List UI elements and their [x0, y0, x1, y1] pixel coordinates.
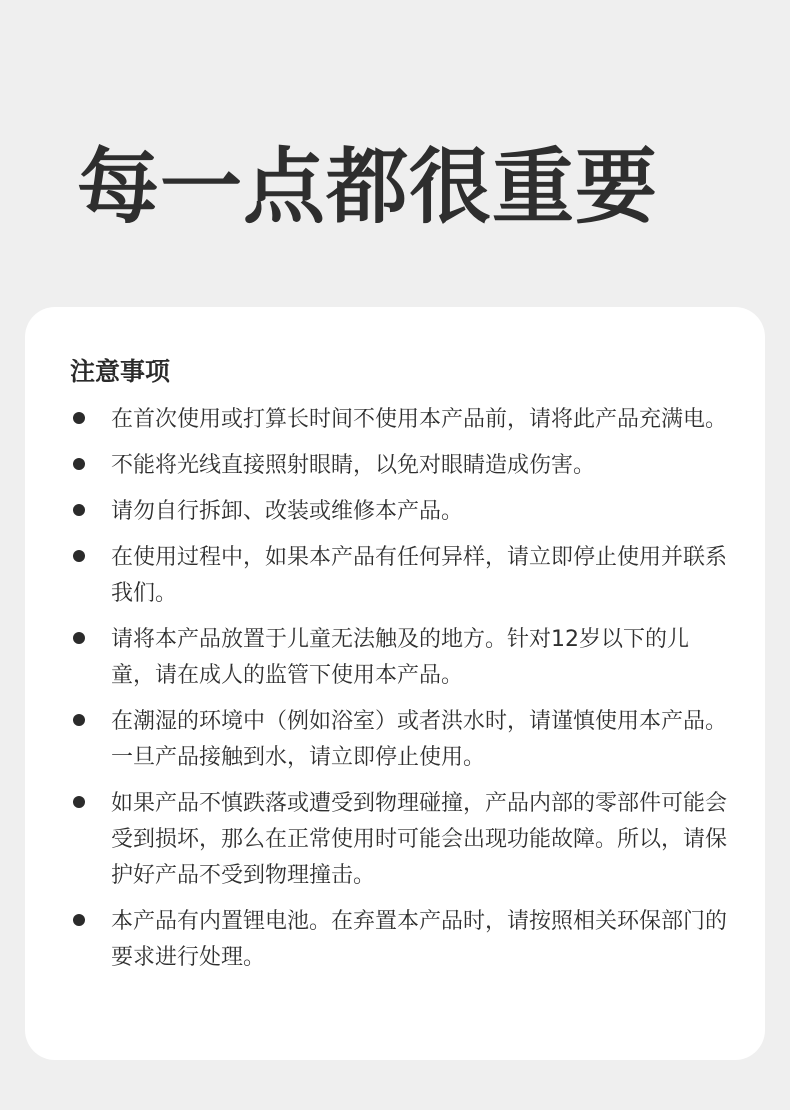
- bullet-icon: [73, 796, 85, 808]
- list-item-text: 请将本产品放置于儿童无法触及的地方。针对12岁以下的儿童，请在成人的监管下使用本产品。: [111, 627, 689, 688]
- list-item-text: 在使用过程中，如果本产品有任何异样，请立即停止使用并联系我们。: [111, 545, 728, 606]
- list-item: [25, 448, 765, 484]
- list-item-text: 不能将光线直接照射眼睛，以免对眼睛造成伤害。: [111, 453, 596, 478]
- bullet-icon: [73, 412, 85, 424]
- list-item-text: 在潮湿的环境中（例如浴室）或者洪水时，请谨慎使用本产品。一旦产品接触到水，请立即停止使用。: [111, 709, 728, 770]
- list-item-text: 本产品有内置锂电池。在弃置本产品时，请按照相关环保部门的要求进行处理。: [111, 909, 728, 970]
- bullet-icon: [73, 504, 85, 516]
- bullet-icon: [73, 632, 85, 644]
- list-item: [25, 402, 765, 438]
- list-item-text: 如果产品不慎跌落或遭受到物理碰撞，产品内部的零部件可能会受到损坏，那么在正常使用时可能会出现功能故障。所以，请保护好产品不受到物理撞击。: [111, 791, 728, 888]
- list-item: [25, 704, 765, 776]
- list-item: [25, 622, 765, 694]
- precautions-list: [25, 402, 765, 986]
- list-item-text: 在首次使用或打算长时间不使用本产品前，请将此产品充满电。: [111, 407, 728, 432]
- bullet-icon: [73, 714, 85, 726]
- list-item: [25, 540, 765, 612]
- list-item-text: 请勿自行拆卸、改装或维修本产品。: [111, 499, 464, 524]
- bullet-icon: [73, 458, 85, 470]
- bullet-icon: [73, 914, 85, 926]
- page-headline: 每一点都很重要: [77, 140, 659, 235]
- list-item: [25, 904, 765, 976]
- card-title: 注意事项: [70, 357, 171, 386]
- precautions-card: [25, 307, 765, 1060]
- bullet-icon: [73, 550, 85, 562]
- list-item: [25, 494, 765, 530]
- list-item: [25, 786, 765, 894]
